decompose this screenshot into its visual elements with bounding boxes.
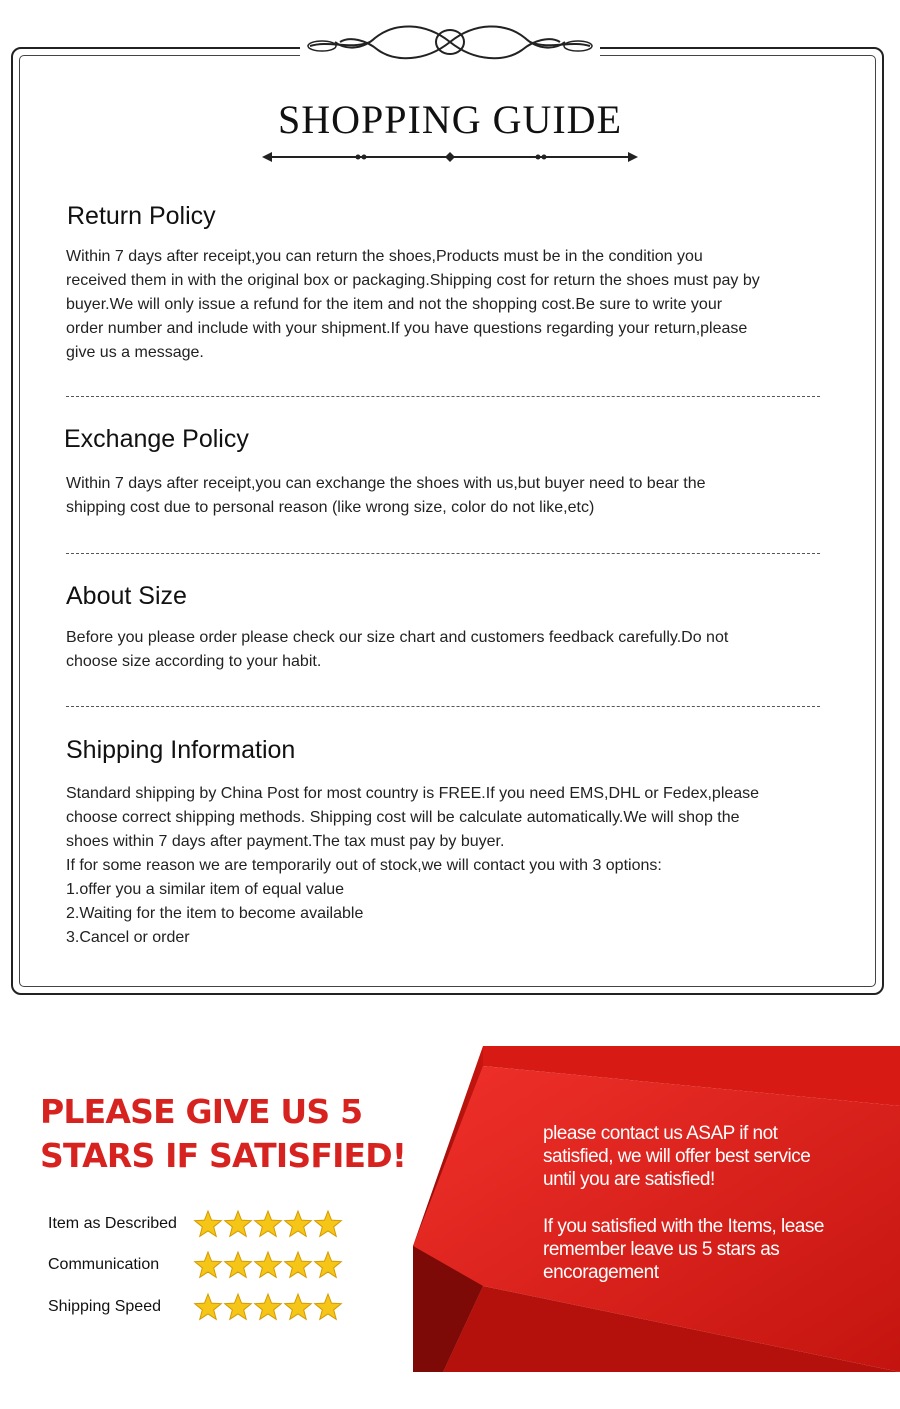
- shipping-info-text: [66, 782, 856, 950]
- star-icon: [315, 1211, 342, 1236]
- red-panel-message-2: [543, 1215, 883, 1284]
- text-line: choose correct shipping methods. Shipping cost will be calculate automatically.We will shop the: [66, 809, 740, 826]
- about-size-heading: About Size: [66, 582, 187, 610]
- text-line: remember leave us 5 stars as: [543, 1239, 780, 1260]
- text-line: choose size according to your habit.: [66, 653, 322, 670]
- text-line: encoragement: [543, 1262, 659, 1283]
- text-line: If you satisfied with the Items, lease: [543, 1216, 824, 1237]
- star-icon: [285, 1252, 312, 1277]
- star-icon: [255, 1294, 282, 1319]
- star-icon: [225, 1294, 252, 1319]
- rating-row-communication: [48, 1250, 343, 1280]
- text-line: Standard shipping by China Post for most country is FREE.If you need EMS,DHL or Fedex,please: [66, 785, 760, 802]
- text-line: 3.Cancel or order: [66, 929, 190, 946]
- text-line: 2.Waiting for the item to become available: [66, 905, 364, 922]
- text-line: If for some reason we are temporarily out of stock,we will contact you with 3 options:: [66, 857, 662, 874]
- section-divider: [66, 396, 820, 397]
- rating-row-shipping-speed: [48, 1292, 343, 1322]
- star-rating: [193, 1209, 343, 1239]
- title-line: PLEASE GIVE US 5: [40, 1092, 363, 1131]
- exchange-policy-text: [66, 472, 846, 520]
- text-line: order number and include with your shipment.If you have questions regarding your return,please: [66, 320, 748, 337]
- star-icon: [225, 1211, 252, 1236]
- text-line: received them in with the original box or packaging.Shipping cost for return the shoes must pay by: [66, 272, 760, 289]
- red-gift-box-image: [413, 1046, 900, 1372]
- section-divider: [66, 553, 820, 554]
- return-policy-text: [66, 245, 846, 365]
- star-icon: [315, 1294, 342, 1319]
- star-icon: [315, 1252, 342, 1277]
- star-rating: [193, 1250, 343, 1280]
- text-line: buyer.We will only issue a refund for the item and not the shopping cost.Be sure to write your: [66, 296, 723, 313]
- page-title: SHOPPING GUIDE: [277, 97, 623, 142]
- about-size-text: [66, 626, 846, 674]
- flourish-ornament-icon: [300, 20, 600, 70]
- rating-request-title: [40, 1090, 406, 1178]
- return-policy-heading: Return Policy: [67, 202, 216, 230]
- star-icon: [255, 1211, 282, 1236]
- text-line: shoes within 7 days after payment.The tax must pay by buyer.: [66, 833, 505, 850]
- text-line: Before you please order please check our size chart and customers feedback carefully.Do not: [66, 629, 729, 646]
- text-line: 1.offer you a similar item of equal value: [66, 881, 345, 898]
- rating-label: Communication: [48, 1256, 160, 1273]
- star-icon: [285, 1294, 312, 1319]
- star-rating: [193, 1292, 343, 1322]
- rating-label: Item as Described: [48, 1215, 177, 1232]
- exchange-policy-heading: Exchange Policy: [64, 425, 249, 453]
- star-icon: [195, 1252, 222, 1277]
- title-line: STARS IF SATISFIED!: [40, 1136, 407, 1175]
- star-icon: [255, 1252, 282, 1277]
- star-icon: [225, 1252, 252, 1277]
- rating-row-item-described: [48, 1209, 343, 1239]
- red-panel-message-1: [543, 1122, 883, 1191]
- star-icon: [195, 1294, 222, 1319]
- title-divider-icon: [262, 150, 638, 164]
- text-line: until you are satisfied!: [543, 1169, 715, 1190]
- text-line: Within 7 days after receipt,you can return the shoes,Products must be in the condition you: [66, 248, 703, 265]
- section-divider: [66, 706, 820, 707]
- shipping-info-heading: Shipping Information: [66, 736, 296, 764]
- text-line: Within 7 days after receipt,you can exchange the shoes with us,but buyer need to bear the: [66, 475, 706, 492]
- star-icon: [195, 1211, 222, 1236]
- star-icon: [285, 1211, 312, 1236]
- rating-label: Shipping Speed: [48, 1298, 161, 1315]
- text-line: shipping cost due to personal reason (like wrong size, color do not like,etc): [66, 499, 595, 516]
- text-line: give us a message.: [66, 344, 204, 361]
- text-line: satisfied, we will offer best service: [543, 1146, 811, 1167]
- text-line: please contact us ASAP if not: [543, 1123, 778, 1144]
